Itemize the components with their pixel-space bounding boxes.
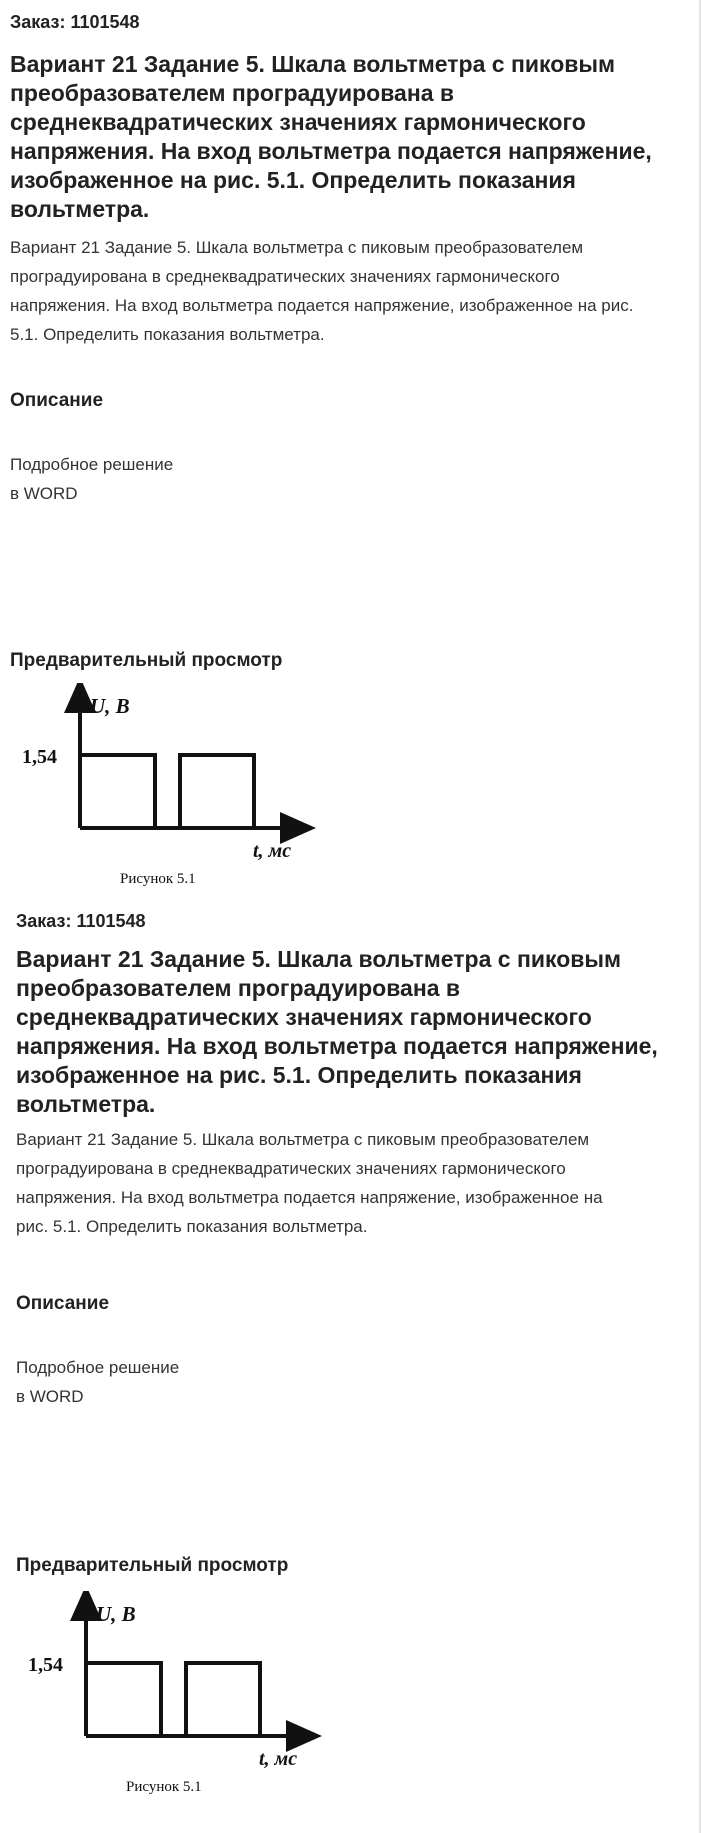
x-axis-label: t, мс <box>253 840 292 862</box>
page-title: Вариант 21 Задание 5. Шкала вольтметра с пиковым преобразователем проградуирована в среднеквадратических значениях гармонического напряжения. На вход вольтметра подается напряжение, изображенное на рис. 5.1. Определить показания вольтметра. <box>16 946 658 1117</box>
pulse-2 <box>186 1663 260 1736</box>
figure-caption: Рисунок 5.1 <box>126 1779 202 1795</box>
level-label: 1,54 <box>28 1654 63 1676</box>
pulse-1 <box>88 1663 161 1736</box>
solution-note-line2: в WORD <box>10 484 78 503</box>
solution-note-line1: Подробное решение <box>10 455 174 474</box>
preview-heading: Предварительный просмотр <box>16 1555 289 1576</box>
task-description: Вариант 21 Задание 5. Шкала вольтметра с пиковым преобразователем проградуирована в среднеквадратических значениях гармонического напряжения. На вход вольтметра подается напряжение, изображенное на рис. 5.1. Определить показания вольтметра. <box>16 1130 603 1236</box>
voltage-diagram <box>16 1591 356 1821</box>
order-number: Заказ: 1101548 <box>16 911 146 931</box>
y-axis-label: U, В <box>90 694 130 718</box>
figure-caption: Рисунок 5.1 <box>120 871 196 887</box>
description-heading: Описание <box>16 1293 110 1314</box>
page-title: Вариант 21 Задание 5. Шкала вольтметра с пиковым преобразователем проградуирована в среднеквадратических значениях гармонического напряжения. На вход вольтметра подается напряжение, изображенное на рис. 5.1. Определить показания вольтметра. <box>10 51 652 222</box>
product-card-2 <box>10 913 690 1833</box>
solution-note-line2: в WORD <box>16 1387 84 1406</box>
solution-note-line1: Подробное решение <box>16 1358 180 1377</box>
voltage-diagram <box>10 683 350 913</box>
pulse-2 <box>180 755 254 828</box>
preview-figure <box>16 1591 356 1821</box>
pulse-1 <box>82 755 155 828</box>
preview-heading: Предварительный просмотр <box>10 650 283 671</box>
solution-note <box>10 450 173 508</box>
x-axis-label: t, мс <box>259 1748 298 1770</box>
task-description: Вариант 21 Задание 5. Шкала вольтметра с пиковым преобразователем проградуирована в среднеквадратических значениях гармонического напряжения. На вход вольтметра подается напряжение, изображенное на рис. 5.1. Определить показания вольтметра. <box>10 238 634 344</box>
solution-note <box>16 1353 179 1411</box>
order-number: Заказ: 1101548 <box>10 12 140 32</box>
y-axis-label: U, В <box>96 1602 136 1626</box>
level-label: 1,54 <box>22 746 57 768</box>
preview-figure <box>10 683 350 913</box>
description-heading: Описание <box>10 390 104 411</box>
